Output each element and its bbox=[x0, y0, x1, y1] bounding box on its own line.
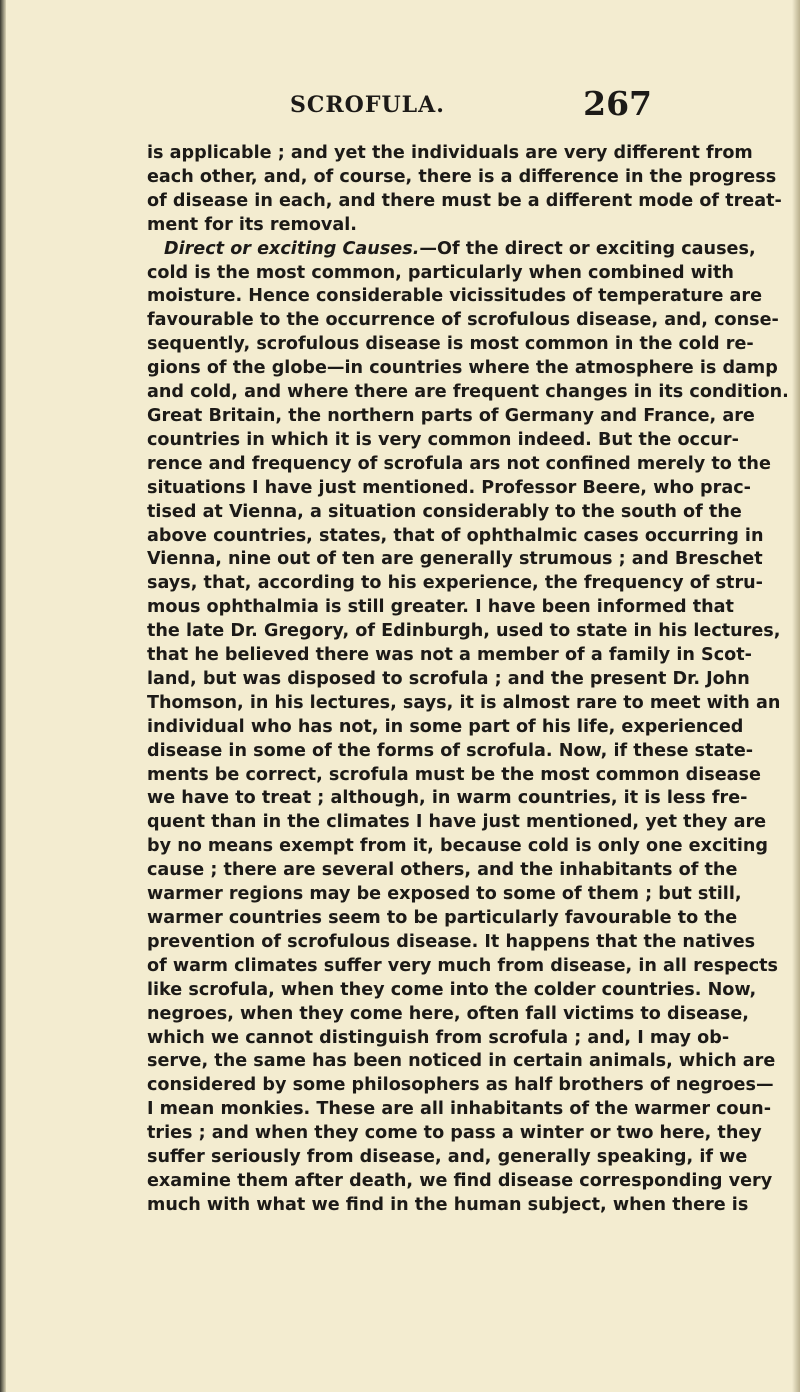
text-line: sequently, scrofulous disease is most common in the cold re- bbox=[147, 334, 754, 355]
text-line: we have to treat ; although, in warm countries, it is less fre- bbox=[147, 788, 748, 809]
text-line: warmer regions may be exposed to some of them ; but still, bbox=[147, 884, 742, 905]
page-number: 267 bbox=[583, 84, 652, 123]
text-line: ment for its removal. bbox=[147, 214, 357, 235]
page-edge-shadow-right bbox=[792, 0, 800, 1392]
text-line: favourable to the occurrence of scrofulous disease, and, conse- bbox=[147, 310, 779, 331]
text-line: says, that, according to his experience, the frequency of stru- bbox=[147, 573, 763, 594]
text-line: cold is the most common, particularly when combined with bbox=[147, 262, 734, 283]
text-line: of warm climates suffer very much from disease, in all respects bbox=[147, 955, 779, 976]
body-text bbox=[147, 142, 789, 1218]
text-line: negroes, when they come here, often fall victims to disease, bbox=[147, 1003, 749, 1024]
text-line: much with what we find in the human subject, when there is bbox=[147, 1194, 749, 1215]
text-line: gions of the globe—in countries where the atmosphere is damp bbox=[147, 358, 778, 379]
text-line: I mean monkies. These are all inhabitants of the warmer coun- bbox=[147, 1099, 771, 1120]
paragraph-2-first-line-text: —Of the direct or exciting causes, bbox=[419, 238, 756, 259]
paragraph-1 bbox=[147, 142, 782, 238]
text-line: by no means exempt from it, because cold is only one exciting bbox=[147, 836, 768, 857]
section-heading: Direct or exciting Causes. bbox=[164, 238, 420, 259]
running-head: SCROFULA. bbox=[290, 92, 445, 118]
text-line: is applicable ; and yet the individuals are very different from bbox=[147, 143, 753, 163]
text-line: land, but was disposed to scrofula ; and the present Dr. John bbox=[147, 668, 750, 689]
text-line: tised at Vienna, a situation considerably to the south of the bbox=[147, 501, 742, 522]
text-line: cause ; there are several others, and the inhabitants of the bbox=[147, 860, 738, 881]
text-line: each other, and, of course, there is a difference in the progress bbox=[147, 166, 777, 187]
text-line: Great Britain, the northern parts of Germany and France, are bbox=[147, 405, 755, 426]
text-line: that he believed there was not a member of a family in Scot- bbox=[147, 645, 752, 666]
text-line: Thomson, in his lectures, says, it is almost rare to meet with an bbox=[147, 692, 781, 713]
text-line: and cold, and where there are frequent changes in its condition. bbox=[147, 382, 789, 403]
text-line: countries in which it is very common indeed. But the occur- bbox=[147, 429, 739, 450]
text-line: rence and frequency of scrofula ars not confined merely to the bbox=[147, 453, 771, 474]
paragraph-2-first-line bbox=[147, 238, 756, 262]
text-line: the late Dr. Gregory, of Edinburgh, used to state in his lectures, bbox=[147, 621, 781, 642]
text-line: serve, the same has been noticed in certain animals, which are bbox=[147, 1051, 776, 1072]
text-line: disease in some of the forms of scrofula. Now, if these state- bbox=[147, 740, 754, 761]
text-line: warmer countries seem to be particularly favourable to the bbox=[147, 908, 738, 928]
text-line: considered by some philosophers as half brothers of negroes— bbox=[147, 1075, 774, 1096]
text-line: suffer seriously from disease, and, generally speaking, if we bbox=[147, 1147, 748, 1168]
page-edge-shadow-left bbox=[0, 0, 6, 1392]
text-line: tries ; and when they come to pass a winter or two here, they bbox=[147, 1123, 762, 1144]
text-line: prevention of scrofulous disease. It happens that the natives bbox=[147, 931, 756, 952]
text-line: situations I have just mentioned. Professor Beere, who prac- bbox=[147, 477, 751, 498]
text-line: ments be correct, scrofula must be the most common disease bbox=[147, 764, 761, 785]
text-line: mous ophthalmia is still greater. I have been informed that bbox=[147, 597, 734, 618]
text-line: individual who has not, in some part of his life, experienced bbox=[147, 716, 744, 737]
text-line: moisture. Hence considerable vicissitudes of temperature are bbox=[147, 286, 763, 307]
text-line: of disease in each, and there must be a different mode of treat- bbox=[147, 190, 782, 211]
text-line: above countries, states, that of ophthalmic cases occurring in bbox=[147, 525, 764, 546]
text-line: like scrofula, when they come into the colder countries. Now, bbox=[147, 979, 757, 1000]
text-line: Vienna, nine out of ten are generally strumous ; and Breschet bbox=[147, 549, 763, 570]
page-header bbox=[290, 84, 652, 128]
text-line: which we cannot distinguish from scrofula ; and, I may ob- bbox=[147, 1027, 730, 1048]
text-line: examine them after death, we find disease corresponding very bbox=[147, 1170, 773, 1191]
text-line: quent than in the climates I have just mentioned, yet they are bbox=[147, 812, 767, 833]
paragraph-2 bbox=[147, 238, 789, 1218]
